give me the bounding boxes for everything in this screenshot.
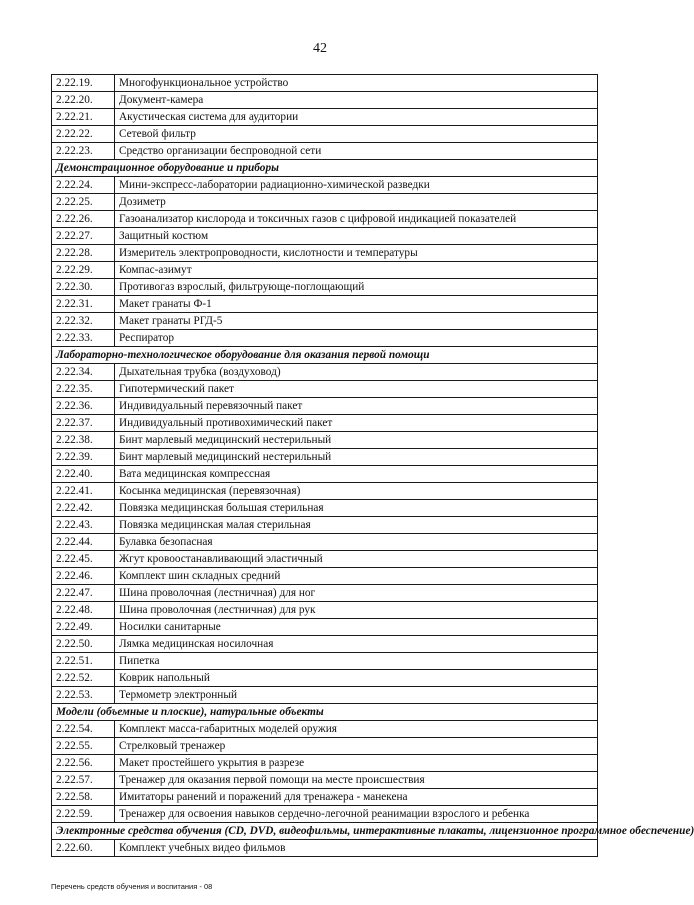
item-number: 2.22.49.: [52, 619, 115, 636]
table-row: [52, 177, 598, 194]
item-number: 2.22.37.: [52, 415, 115, 432]
table-row: [52, 670, 598, 687]
item-number: 2.22.46.: [52, 568, 115, 585]
table-row: [52, 517, 598, 534]
item-name: Гипотермический пакет: [115, 381, 598, 398]
item-name: Имитаторы ранений и поражений для тренажера - манекена: [115, 789, 598, 806]
item-number: 2.22.22.: [52, 126, 115, 143]
item-name: Стрелковый тренажер: [115, 738, 598, 755]
item-number: 2.22.38.: [52, 432, 115, 449]
section-title: Модели (объемные и плоские), натуральные объекты: [52, 704, 598, 721]
item-name: Комплект шин складных средний: [115, 568, 598, 585]
table-row: [52, 126, 598, 143]
item-number: 2.22.56.: [52, 755, 115, 772]
item-number: 2.22.19.: [52, 75, 115, 92]
table-row: [52, 772, 598, 789]
item-name: Многофункциональное устройство: [115, 75, 598, 92]
item-name: Жгут кровоостанавливающий эластичный: [115, 551, 598, 568]
item-name: Тренажер для освоения навыков сердечно-легочной реанимации взрослого и ребенка: [115, 806, 598, 823]
table-row: [52, 92, 598, 109]
item-number: 2.22.33.: [52, 330, 115, 347]
item-number: 2.22.52.: [52, 670, 115, 687]
item-name: Компас-азимут: [115, 262, 598, 279]
item-number: 2.22.23.: [52, 143, 115, 160]
table-row: [52, 228, 598, 245]
table-row: [52, 381, 598, 398]
section-title: Электронные средства обучения (CD, DVD, видеофильмы, интерактивные плакаты, лицензионное программное обеспечение): [52, 823, 598, 840]
page-footer: Перечень средств обучения и воспитания - 08: [51, 882, 213, 891]
item-number: 2.22.25.: [52, 194, 115, 211]
table-row: [52, 687, 598, 704]
item-name: Булавка безопасная: [115, 534, 598, 551]
item-name: Дозиметр: [115, 194, 598, 211]
item-number: 2.22.45.: [52, 551, 115, 568]
item-name: Макет простейшего укрытия в разрезе: [115, 755, 598, 772]
table-row: [52, 840, 598, 857]
table-row: [52, 738, 598, 755]
table-row: [52, 500, 598, 517]
item-name: Вата медицинская компрессная: [115, 466, 598, 483]
item-name: Бинт марлевый медицинский нестерильный: [115, 449, 598, 466]
item-name: Индивидуальный перевязочный пакет: [115, 398, 598, 415]
item-name: Документ-камера: [115, 92, 598, 109]
item-number: 2.22.42.: [52, 500, 115, 517]
table-row: [52, 466, 598, 483]
item-number: 2.22.59.: [52, 806, 115, 823]
item-name: Защитный костюм: [115, 228, 598, 245]
table-row: [52, 75, 598, 92]
section-title: Лабораторно-технологическое оборудование для оказания первой помощи: [52, 347, 598, 364]
item-number: 2.22.50.: [52, 636, 115, 653]
table-row: [52, 398, 598, 415]
item-number: 2.22.28.: [52, 245, 115, 262]
item-number: 2.22.30.: [52, 279, 115, 296]
item-number: 2.22.31.: [52, 296, 115, 313]
item-name: Коврик напольный: [115, 670, 598, 687]
section-header-row: [52, 823, 598, 840]
item-name: Макет гранаты Ф-1: [115, 296, 598, 313]
table-row: [52, 432, 598, 449]
item-number: 2.22.35.: [52, 381, 115, 398]
table-row: [52, 313, 598, 330]
item-name: Тренажер для оказания первой помощи на месте происшествия: [115, 772, 598, 789]
table-row: [52, 296, 598, 313]
item-name: Мини-экспресс-лаборатории радиационно-химической разведки: [115, 177, 598, 194]
item-name: Повязка медицинская малая стерильная: [115, 517, 598, 534]
item-number: 2.22.47.: [52, 585, 115, 602]
table-row: [52, 806, 598, 823]
item-number: 2.22.55.: [52, 738, 115, 755]
table-row: [52, 755, 598, 772]
table-row: [52, 415, 598, 432]
item-name: Термометр электронный: [115, 687, 598, 704]
item-number: 2.22.39.: [52, 449, 115, 466]
item-number: 2.22.60.: [52, 840, 115, 857]
section-header-row: [52, 160, 598, 177]
item-number: 2.22.32.: [52, 313, 115, 330]
item-name: Газоанализатор кислорода и токсичных газов с цифровой индикацией показателей: [115, 211, 598, 228]
table-row: [52, 568, 598, 585]
item-number: 2.22.43.: [52, 517, 115, 534]
item-number: 2.22.20.: [52, 92, 115, 109]
table-row: [52, 585, 598, 602]
equipment-table: [51, 74, 694, 857]
table-row: [52, 279, 598, 296]
item-name: Пипетка: [115, 653, 598, 670]
table-row: [52, 449, 598, 466]
item-number: 2.22.34.: [52, 364, 115, 381]
item-number: 2.22.57.: [52, 772, 115, 789]
item-name: Лямка медицинская носилочная: [115, 636, 598, 653]
item-name: Индивидуальный противохимический пакет: [115, 415, 598, 432]
table-row: [52, 534, 598, 551]
table-row: [52, 636, 598, 653]
item-name: Косынка медицинская (перевязочная): [115, 483, 598, 500]
item-name: Акустическая система для аудитории: [115, 109, 598, 126]
item-name: Дыхательная трубка (воздуховод): [115, 364, 598, 381]
table-row: [52, 619, 598, 636]
item-number: 2.22.24.: [52, 177, 115, 194]
item-number: 2.22.58.: [52, 789, 115, 806]
item-number: 2.22.36.: [52, 398, 115, 415]
item-number: 2.22.21.: [52, 109, 115, 126]
item-name: Противогаз взрослый, фильтрующе-поглощающий: [115, 279, 598, 296]
section-title: Демонстрационное оборудование и приборы: [52, 160, 598, 177]
table-row: [52, 653, 598, 670]
item-name: Повязка медицинская большая стерильная: [115, 500, 598, 517]
item-number: 2.22.41.: [52, 483, 115, 500]
item-name: Носилки санитарные: [115, 619, 598, 636]
table-row: [52, 789, 598, 806]
item-number: 2.22.44.: [52, 534, 115, 551]
item-number: 2.22.26.: [52, 211, 115, 228]
section-header-row: [52, 347, 598, 364]
item-name: Сетевой фильтр: [115, 126, 598, 143]
item-number: 2.22.27.: [52, 228, 115, 245]
item-name: Комплект учебных видео фильмов: [115, 840, 598, 857]
table-row: [52, 483, 598, 500]
table-row: [52, 364, 598, 381]
table-row: [52, 211, 598, 228]
item-number: 2.22.40.: [52, 466, 115, 483]
item-name: Измеритель электропроводности, кислотности и температуры: [115, 245, 598, 262]
item-name: Шина проволочная (лестничная) для рук: [115, 602, 598, 619]
table-row: [52, 551, 598, 568]
item-name: Средство организации беспроводной сети: [115, 143, 598, 160]
item-number: 2.22.51.: [52, 653, 115, 670]
table-row: [52, 330, 598, 347]
item-name: Макет гранаты РГД-5: [115, 313, 598, 330]
item-number: 2.22.48.: [52, 602, 115, 619]
item-number: 2.22.53.: [52, 687, 115, 704]
item-name: Шина проволочная (лестничная) для ног: [115, 585, 598, 602]
table-row: [52, 109, 598, 126]
item-number: 2.22.54.: [52, 721, 115, 738]
page-number: 42: [313, 41, 327, 56]
table-row: [52, 245, 598, 262]
section-header-row: [52, 704, 598, 721]
table-row: [52, 262, 598, 279]
table-row: [52, 602, 598, 619]
item-name: Бинт марлевый медицинский нестерильный: [115, 432, 598, 449]
table-row: [52, 194, 598, 211]
item-number: 2.22.29.: [52, 262, 115, 279]
item-name: Респиратор: [115, 330, 598, 347]
item-name: Комплект масса-габаритных моделей оружия: [115, 721, 598, 738]
table-row: [52, 721, 598, 738]
table-row: [52, 143, 598, 160]
